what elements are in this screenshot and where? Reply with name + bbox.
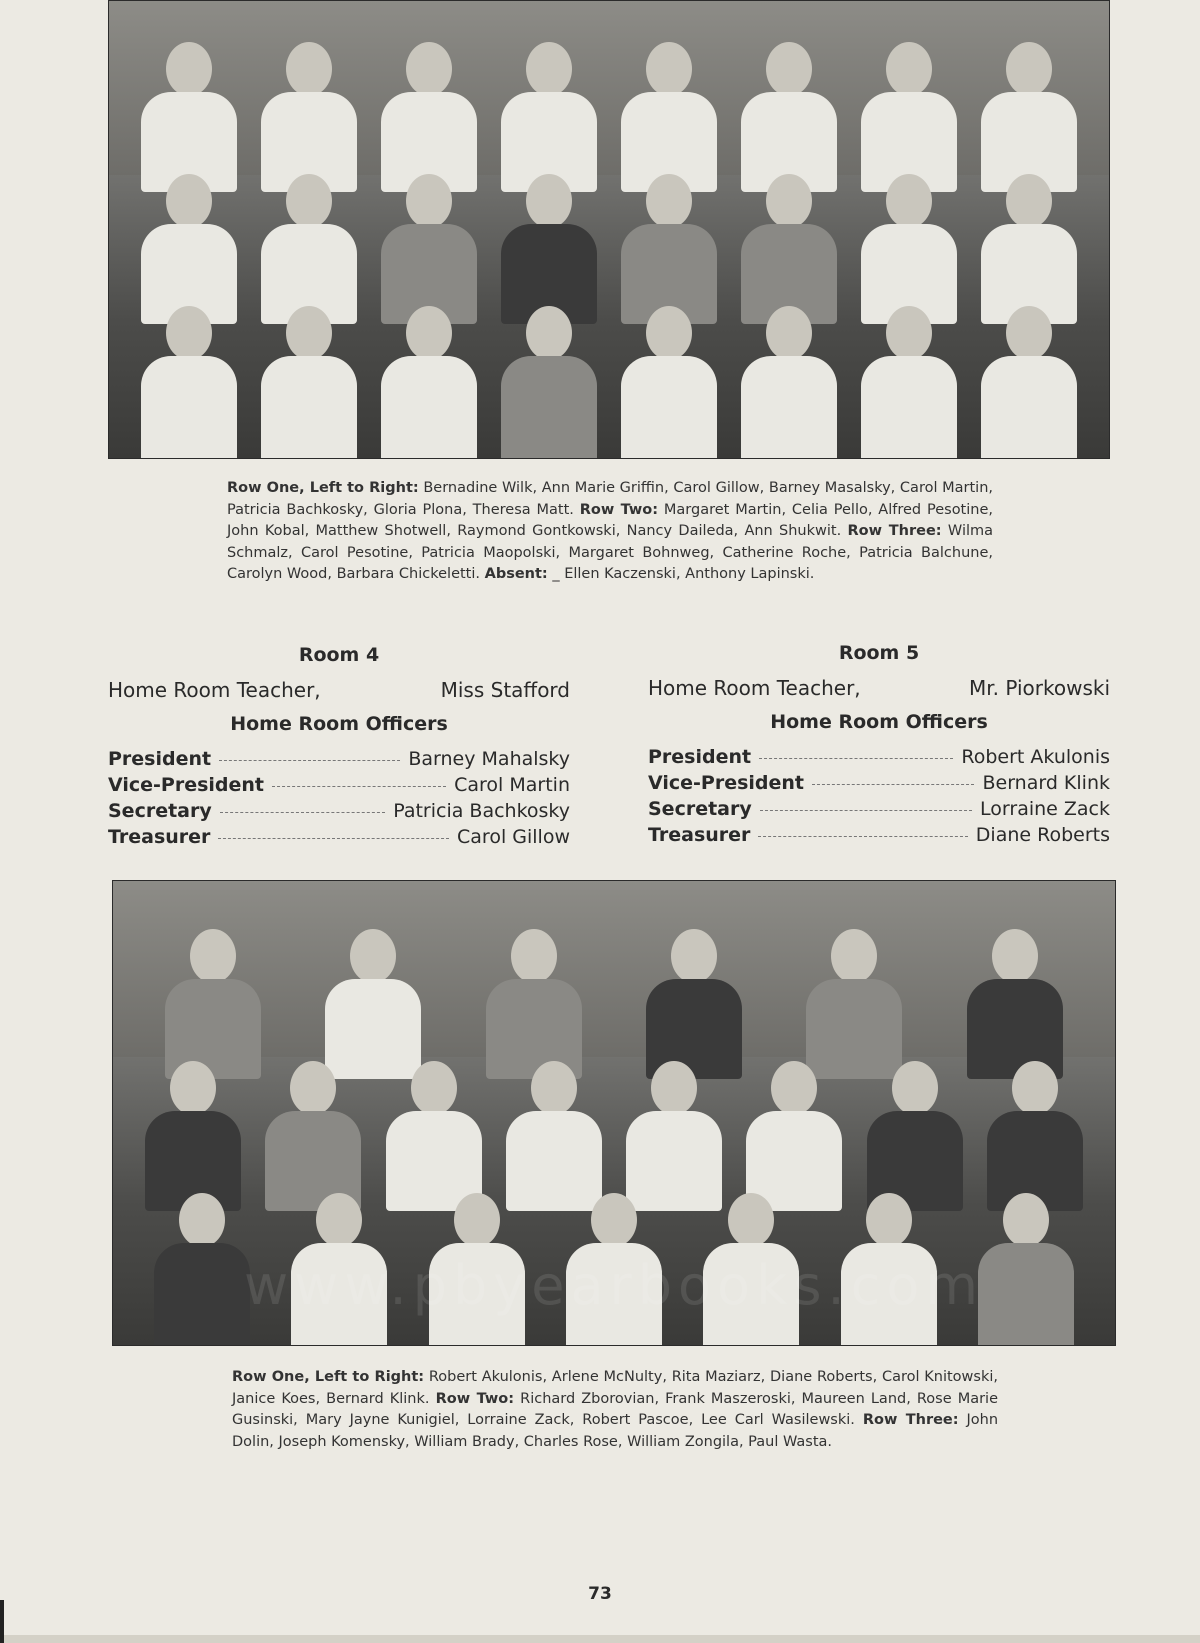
row-two-names: Margaret Martin, Celia Pello, Alfred Pesotine, John Kobal, Matthew Shotwell, Raymond Gontkowski, Nancy Daileda, Ann Shukwit. bbox=[227, 501, 993, 539]
row-two-label: Row Two: bbox=[579, 501, 659, 518]
row-three-names: Wilma Schmalz, Carol Pesotine, Patricia Maopolski, Margaret Bohnweg, Catherine Roche, Patricia Balchune, Carolyn Wood, Barbara Chickeletti. bbox=[227, 523, 994, 582]
page-edge bbox=[0, 1635, 1200, 1643]
row-two-names: Richard Zborovian, Frank Maszeroski, Maureen Land, Rose Marie Gusinski, Mary Jayne Kunigiel, Lorraine Zack, Robert Pascoe, Lee Carl Wasilewski. bbox=[232, 1390, 999, 1428]
room-5-secretary: Secretary Lorraine Zack bbox=[648, 798, 1110, 820]
room-5-president: President Robert Akulonis bbox=[648, 746, 1110, 768]
room-5-teacher-label: Home Room Teacher, bbox=[648, 676, 861, 700]
room-4-vice-president: Vice-President Carol Martin bbox=[108, 774, 570, 796]
photo-students bbox=[109, 102, 1109, 458]
room-5-title: Room 5 bbox=[838, 642, 920, 664]
room-4-section bbox=[108, 640, 570, 855]
row-one-names: Robert Akulonis, Arlene McNulty, Rita Maziarz, Diane Roberts, Carol Knitowski, Janice Koes, Bernard Klink. bbox=[232, 1369, 998, 1407]
row-three-label: Row Three: bbox=[862, 1412, 959, 1428]
row-three-label: Row Three: bbox=[847, 523, 942, 539]
page-number: 73 bbox=[588, 1584, 612, 1604]
top-photo-caption bbox=[227, 478, 993, 586]
bottom-photo-caption bbox=[232, 1367, 998, 1453]
class-photo-room-5 bbox=[112, 880, 1116, 1346]
row-one-label: Row One, Left to Right: bbox=[227, 480, 419, 496]
row-one-label: Row One, Left to Right: bbox=[232, 1369, 425, 1385]
room-5-teacher-name: Mr. Piorkowski bbox=[968, 676, 1110, 700]
row-three-names: John Dolin, Joseph Komensky, William Brady, Charles Rose, William Zongila, Paul Wasta. bbox=[232, 1412, 999, 1450]
room-4-title: Room 4 bbox=[298, 644, 380, 666]
room-4-teacher-label: Home Room Teacher, bbox=[108, 678, 321, 702]
room-5-vice-president: Vice-President Bernard Klink bbox=[648, 772, 1110, 794]
room-4-president: President Barney Mahalsky bbox=[108, 748, 570, 770]
room-5-officers-heading: Home Room Officers bbox=[770, 711, 988, 733]
room-4-secretary: Secretary Patricia Bachkosky bbox=[108, 800, 570, 822]
room-4-treasurer: Treasurer Carol Gillow bbox=[108, 826, 570, 848]
room-5-section bbox=[648, 638, 1110, 853]
room-5-treasurer: Treasurer Diane Roberts bbox=[648, 824, 1110, 846]
row-two-label: Row Two: bbox=[435, 1390, 515, 1407]
absent-label: Absent: bbox=[484, 566, 548, 582]
class-photo-room-4 bbox=[108, 0, 1110, 459]
room-4-officers-heading: Home Room Officers bbox=[230, 713, 448, 735]
watermark: www.pbyearbooks.com bbox=[244, 1254, 984, 1317]
absent-names: _ Ellen Kaczenski, Anthony Lapinski. bbox=[552, 566, 815, 582]
room-4-teacher-name: Miss Stafford bbox=[440, 678, 570, 702]
row-one-names: Bernadine Wilk, Ann Marie Griffin, Carol Gillow, Barney Masalsky, Carol Martin, Patricia Bachkosky, Gloria Plona, Theresa Matt. bbox=[227, 480, 994, 518]
page-edge-mark bbox=[0, 1600, 4, 1643]
